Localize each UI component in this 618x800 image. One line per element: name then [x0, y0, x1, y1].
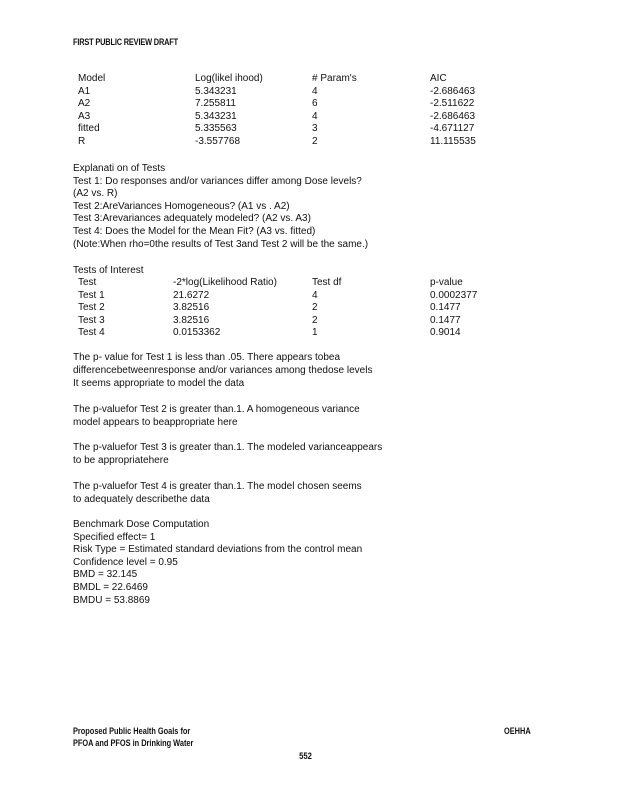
benchmark-line: Specified effect= 1 [73, 531, 156, 543]
model-table-cell: -3.557768 [195, 135, 241, 147]
benchmark-line: BMDL = 22.6469 [73, 581, 148, 593]
model-table-row [78, 123, 558, 136]
model-table-cell: fitted [78, 123, 100, 135]
model-table-header-row [78, 73, 558, 86]
model-table-cell: Log(likel ihood) [195, 73, 263, 84]
paragraph-test4 [73, 481, 362, 507]
model-table-cell: -2.511622 [430, 98, 475, 110]
paragraph-line: The p-valuefor Test 2 is greater than.1. A homogeneous variance [73, 404, 360, 415]
model-table-cell: # Param's [312, 73, 357, 84]
benchmark-line: Risk Type = Estimated standard deviations from the control mean [73, 544, 363, 556]
model-table-cell: -2.686463 [430, 85, 476, 97]
model-table-cell: 5.343231 [195, 110, 237, 122]
benchmark-line: BMD = 32.145 [73, 569, 138, 581]
tests-table-cell: 0.0002377 [430, 289, 478, 301]
explanation-line: Test 3:Arevariances adequately modeled? (A2 vs. A3) [73, 213, 311, 225]
tests-table-cell: Test 3 [78, 314, 105, 326]
page-number: 552 [299, 751, 312, 761]
footer-agency: OEHHA [504, 726, 531, 736]
tests-table-cell: Test [78, 277, 97, 288]
model-table-row [78, 111, 558, 124]
tests-table-cell: 2 [312, 314, 318, 326]
explanation-line: (Note:When rho=0the results of Test 3and Test 2 will be the same.) [73, 238, 369, 250]
paragraph-line: It seems appropriate to model the data [73, 377, 245, 389]
explanation-line: Test 4: Does the Model for the Mean Fit? (A3 vs. fitted) [73, 225, 316, 237]
model-table-cell: A2 [78, 98, 91, 110]
model-table-cell: 4 [312, 110, 318, 122]
model-table-cell: 11.115535 [430, 135, 476, 147]
model-table-cell: 2 [312, 135, 318, 147]
model-table-cell: A3 [78, 110, 91, 122]
model-table-row [78, 98, 558, 111]
tests-table-cell: 4 [312, 289, 318, 301]
model-table-cell: 6 [312, 98, 318, 110]
model-table-cell: 3 [312, 123, 318, 135]
benchmark-dose-computation [73, 519, 362, 607]
model-table-row [78, 136, 558, 149]
tests-table-row [78, 290, 558, 303]
tests-table-cell: 0.1477 [430, 302, 461, 314]
footer-line-2: PFOA and PFOS in Drinking Water [73, 738, 194, 748]
footer-line-1: Proposed Public Health Goals for [73, 726, 191, 736]
model-table-cell: 5.335563 [195, 123, 237, 135]
model-table-cell: -4.671127 [430, 123, 475, 135]
tests-table-cell: 1 [312, 327, 318, 339]
paragraph-test2 [73, 404, 360, 430]
tests-table-row [78, 327, 558, 340]
draft-header: FIRST PUBLIC REVIEW DRAFT [73, 37, 178, 47]
tests-table-cell: 3.82516 [173, 314, 210, 326]
tests-table-cell: 0.0153362 [173, 327, 221, 339]
tests-table-cell: 0.9014 [430, 327, 461, 339]
tests-table-cell: Test df [312, 277, 342, 288]
model-table-cell: -2.686463 [430, 110, 476, 122]
tests-table-cell: 2 [312, 302, 318, 314]
tests-table-cell: Test 2 [78, 302, 105, 314]
paragraph-line: to adequately describethe data [73, 493, 210, 505]
tests-table [78, 277, 558, 340]
benchmark-line: BMDU = 53.8869 [73, 594, 150, 606]
tests-table-cell: Test 4 [78, 327, 105, 339]
paragraph-line: The p-valuefor Test 3 is greater than.1. The modeled varianceappears [73, 442, 383, 453]
tests-table-row [78, 315, 558, 328]
tests-table-cell: 3.82516 [173, 302, 210, 314]
explanation-line: Test 2:AreVariances Homogeneous? (A1 vs . A2) [73, 200, 290, 212]
paragraph-line: model appears to beappropriate here [73, 416, 238, 428]
paragraph-line: The p-valuefor Test 4 is greater than.1. The model chosen seems [73, 481, 362, 492]
model-table-cell: 7.255811 [195, 98, 236, 110]
model-table-cell: AIC [430, 73, 447, 84]
benchmark-line: Benchmark Dose Computation [73, 519, 210, 530]
paragraph-line: The p- value for Test 1 is less than .05. There appears tobea [73, 352, 341, 363]
tests-table-cell: 21.6272 [173, 289, 210, 301]
model-table-cell: Model [78, 73, 106, 84]
model-table-row [78, 86, 558, 99]
explanation-line: Explanati on of Tests [73, 163, 166, 174]
model-table-cell: 4 [312, 85, 318, 97]
paragraph-test3 [73, 442, 382, 468]
paragraph-line: to be appropriatehere [73, 454, 169, 466]
model-table-cell: A1 [78, 85, 91, 97]
tests-table-cell: 0.1477 [430, 314, 461, 326]
tests-table-cell: Test 1 [78, 289, 105, 301]
explanation-line: Test 1: Do responses and/or variances differ among Dose levels? [73, 175, 362, 187]
model-table [78, 73, 558, 149]
paragraph-test1 [73, 352, 372, 390]
tests-table-row [78, 302, 558, 315]
benchmark-line: Confidence level = 0.95 [73, 556, 178, 568]
tests-explanation [73, 163, 368, 251]
paragraph-line: differencebetweenresponse and/or variances among thedose levels [73, 364, 373, 376]
tests-table-cell: -2*log(Likelihood Ratio) [173, 277, 277, 288]
tests-table-header-row [78, 277, 558, 290]
explanation-line: (A2 vs. R) [73, 188, 118, 200]
model-table-cell: R [78, 135, 86, 147]
tests-title: Tests of Interest [73, 265, 144, 276]
tests-table-cell: p-value [430, 277, 463, 288]
model-table-cell: 5.343231 [195, 85, 237, 97]
